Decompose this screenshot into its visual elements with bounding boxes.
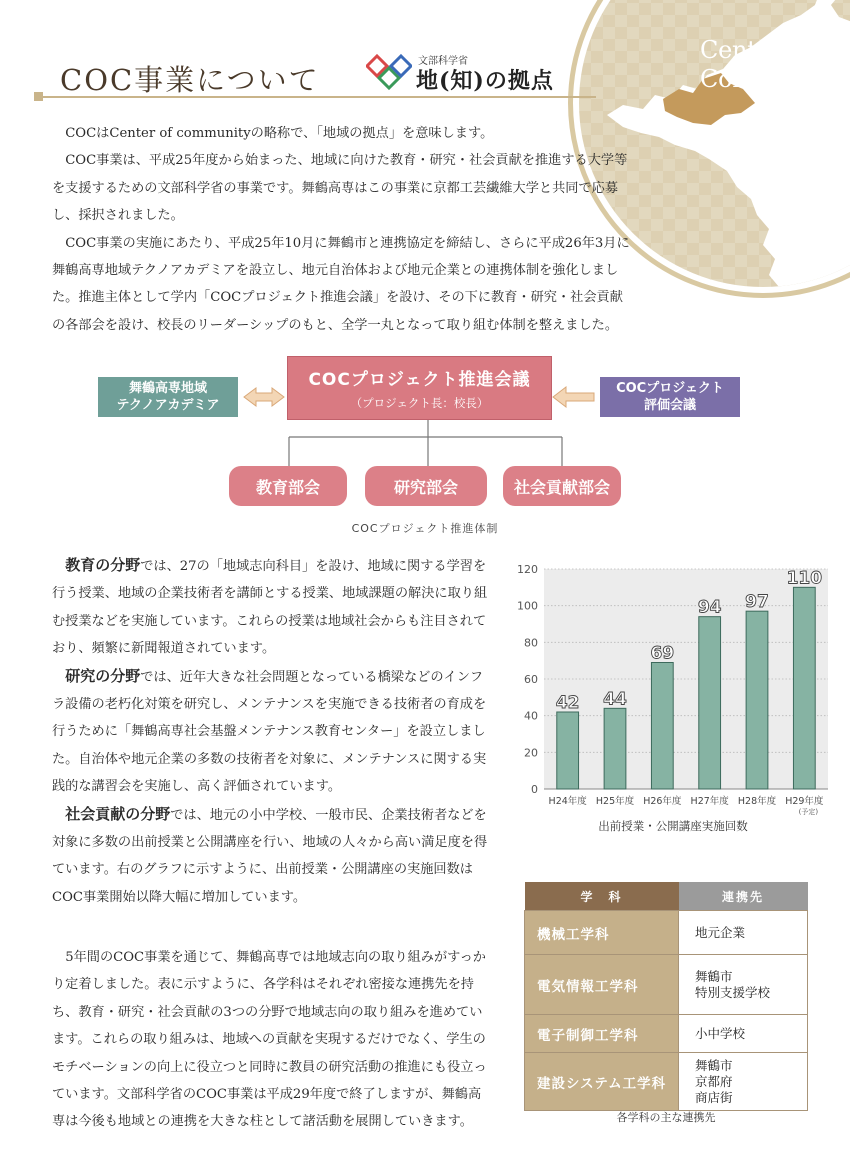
y-tick-label: 0 <box>531 783 538 796</box>
page-title: COC事業について <box>60 63 320 97</box>
partner-item: 舞鶴市 <box>695 968 733 984</box>
y-tick-label: 120 <box>517 563 538 576</box>
deco-title-line2: Community <box>700 65 838 93</box>
education-committee: 教育部会 <box>229 466 347 506</box>
partner-item: 商店街 <box>695 1089 733 1105</box>
partner-item: 京都府 <box>695 1073 733 1089</box>
logo-subtitle: 文部科学省 <box>418 56 468 67</box>
table-row <box>525 911 808 955</box>
left-arrow-icon <box>553 387 594 407</box>
evaluation-council-line2: 評価会議 <box>643 398 696 413</box>
logo-title: 地(知)の拠点 <box>416 68 554 94</box>
bar <box>604 708 626 789</box>
y-tick-label: 60 <box>524 673 538 686</box>
bar-value-label: 94 <box>697 597 722 618</box>
council-subtitle: （プロジェクト長：校長） <box>350 396 489 410</box>
org-chart-connectors <box>0 0 850 520</box>
table-row <box>525 1015 808 1053</box>
x-tick-label: H25年度 <box>595 796 635 807</box>
partner-item: 舞鶴市 <box>695 1057 733 1073</box>
education-text: では、27の「地域志向科目」を設け、地域に関する学習を行う授業、地域の企業技術者を講師とする授業、地域課題の解決に取り組む授業などを実施しています。これらの授業は地域社会からも注目されており、頻繁に新聞報道されています。 <box>52 559 488 657</box>
table-header-row <box>525 882 808 911</box>
techno-academia-line1: 舞鶴高専地域 <box>128 381 207 396</box>
org-chart-caption: COCプロジェクト推進体制 <box>351 522 499 535</box>
partner-item: 特別支援学校 <box>695 984 771 1000</box>
table-row <box>525 955 808 1015</box>
bar <box>557 712 579 789</box>
department-cell: 電気情報工学科 <box>525 955 679 1015</box>
bar-value-label: 42 <box>555 693 580 713</box>
bar <box>699 617 721 789</box>
y-tick-label: 100 <box>517 599 538 613</box>
x-tick-label: H29年度 <box>785 796 824 807</box>
x-tick-label: H26年度 <box>643 796 682 807</box>
partner-cell <box>679 911 808 955</box>
department-partner-table <box>524 882 808 1111</box>
techno-academia-line2: テクノアカデミア <box>116 398 220 413</box>
intro-paragraph-1: COCはCenter of communityの略称で、「地域の拠点」を意味します。 <box>65 126 494 141</box>
fields-section <box>52 552 492 911</box>
education-keyword: 教育の分野 <box>65 556 141 574</box>
partner-item: 小中学校 <box>695 1025 746 1041</box>
coc-promotion-council-box <box>287 356 552 420</box>
y-tick-label: 80 <box>524 636 538 650</box>
partner-cell <box>679 955 808 1015</box>
department-cell: 電子制御工学科 <box>525 1015 679 1053</box>
social-contribution-committee: 社会貢献部会 <box>503 466 621 506</box>
research-committee: 研究部会 <box>365 466 487 506</box>
table-caption: 各学科の主な連携先 <box>616 1111 716 1124</box>
education-paragraph <box>52 552 492 663</box>
research-paragraph <box>52 663 492 801</box>
bar <box>651 663 673 790</box>
evaluation-council-box <box>600 377 740 417</box>
bar <box>746 611 768 789</box>
department-cell: 機械工学科 <box>525 911 679 955</box>
evaluation-council-line1: COCプロジェクト <box>616 381 724 396</box>
social-text: では、地元の小中学校、一般市民、企業技術者などを対象に多数の出前授業と公開講座を行い、地域の人々から高い満足度を得ています。右のグラフに示すように、出前授業・公開講座の実施回数はCOC事業開始以降大幅に増加しています。 <box>52 807 488 905</box>
closing-paragraph: 5年間のCOC事業を通じて、舞鶴高専では地域志向の取り組みがすっかり定着しました。表に示すように、各学科はそれぞれ密接な連携先を持ち、教育・研究・社会貢献の3つの分野で地域志向の取り組みを進めています。これらの取り組みは、地域への貢献を実現するだけでなく、学生のモチベーションの向上に役立つと同時に教員の研究活動の推進にも役立っています。文部科学省のCOC事業は平成29年度で終了しますが、舞鶴高専は今後も地域との連携を大きな柱として諸活動を展開していきます。 <box>52 950 487 1130</box>
partner-cell <box>679 1015 808 1053</box>
x-tick-label: H24年度 <box>548 796 587 807</box>
bar-value-label: 44 <box>603 689 627 710</box>
intro-paragraph-3: COC事業の実施にあたり、平成25年10月に舞鶴市と連携協定を締結し、さらに平成26年3月に舞鶴高専地域テクノアカデミアを設立し、地元自治体および地元企業との連携体制を強化しました。推進主体として学内「COCプロジェクト推進会議」を設け、その下に教育・研究・社会貢献の各部会を設け、校長のリーダーシップのもと、全学一丸となって取り組む体制を整えました。 <box>52 235 630 333</box>
header-department: 学 科 <box>525 882 679 911</box>
chart-title: 出前授業・公開講座実施回数 <box>598 819 748 833</box>
research-text: では、近年大きな社会問題となっている橋梁などのインフラ設備の老朽化対策を研究し、メンテナンスを実施できる技術者の育成を行うために「舞鶴高専社会基盤メンテナンス教育センター」を設立しました。自治体や地元企業の多数の技術者を対象に、メンテナンスに関する実践的な講習会を実施し、高く評価されています。 <box>52 669 487 795</box>
bar-value-label: 69 <box>650 643 675 664</box>
table-row <box>525 1053 808 1111</box>
double-arrow-icon <box>244 388 284 406</box>
bar-value-label: 97 <box>745 592 769 613</box>
x-tick-note: (予定) <box>798 808 819 816</box>
partner-cell <box>679 1053 808 1111</box>
x-tick-label: H27年度 <box>690 796 729 807</box>
intro-paragraph-2: COC事業は、平成25年度から始まった、地域に向けた教育・研究・社会貢献を推進する大学等を支援するための文部科学省の事業です。舞鶴高専はこの事業に京都工芸繊維大学と共同で応募し、採択されました。 <box>52 153 628 224</box>
research-keyword: 研究の分野 <box>65 666 141 685</box>
closing-section <box>52 944 492 1136</box>
y-tick-label: 20 <box>524 746 538 760</box>
x-tick-label: H28年度 <box>737 796 777 807</box>
techno-academia-box <box>98 377 238 417</box>
header-partner: 連携先 <box>679 882 808 911</box>
social-paragraph <box>52 801 492 912</box>
bar-value-label: 110 <box>786 568 823 589</box>
council-title: COCプロジェクト推進会議 <box>308 370 531 390</box>
deco-title-line1: Center of <box>700 36 812 64</box>
department-cell: 建設システム工学科 <box>525 1053 679 1111</box>
outreach-bar-chart <box>508 555 838 817</box>
bar <box>793 587 815 789</box>
partner-item: 地元企業 <box>695 924 746 940</box>
social-keyword: 社会貢献の分野 <box>65 804 171 823</box>
y-tick-label: 40 <box>524 709 538 723</box>
